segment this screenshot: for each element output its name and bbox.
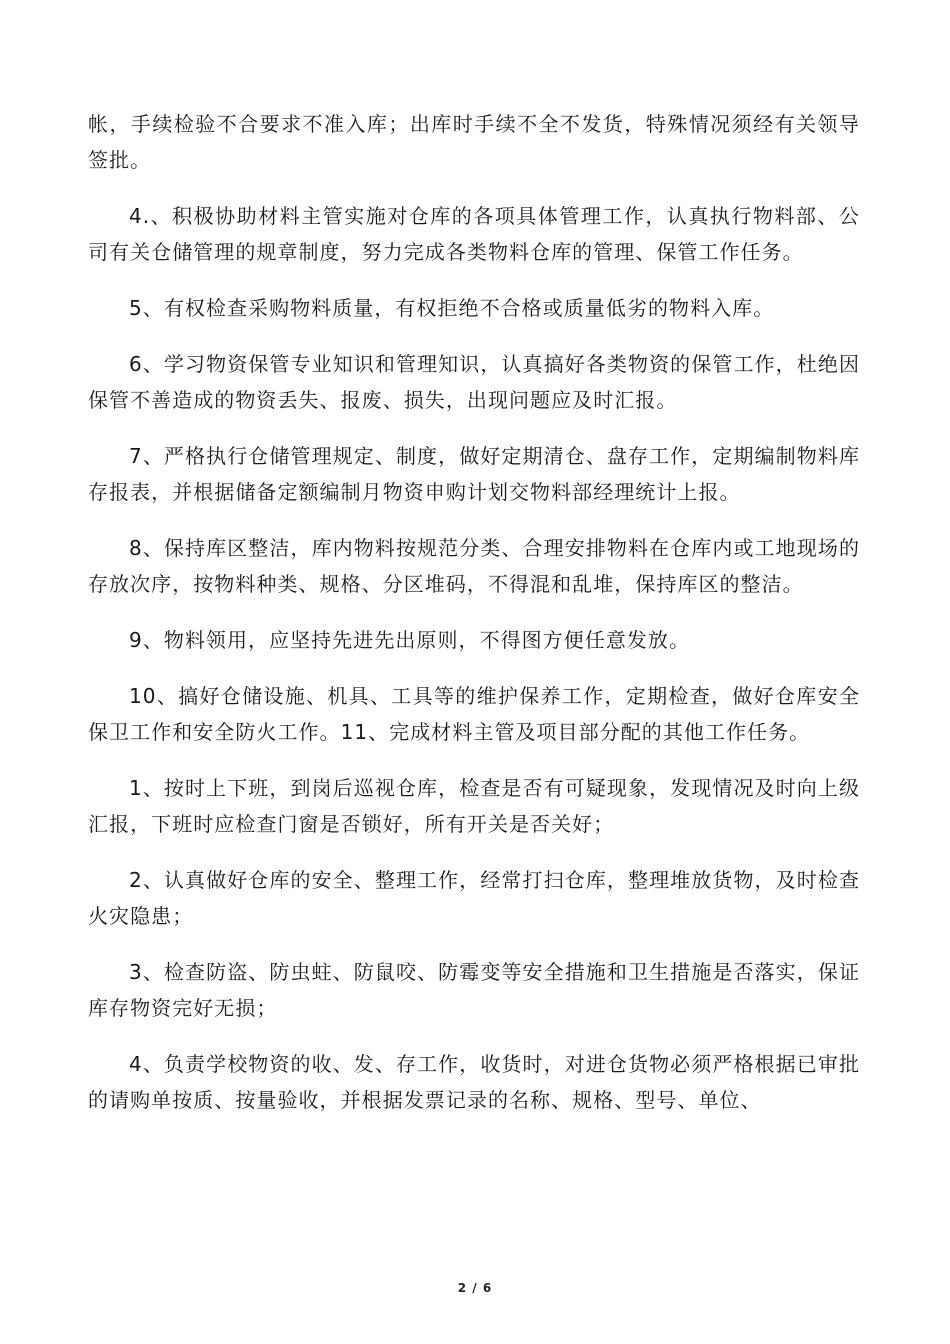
paragraph-list2-item-3: 3、检查防盗、防虫蛀、防鼠咬、防霉变等安全措施和卫生措施是否落实，保证库存物资完好无损； [88, 960, 860, 1020]
paragraph-list2-item-1: 1、按时上下班，到岗后巡视仓库，检查是否有可疑现象，发现情况及时向上级汇报，下班时应检查门窗是否锁好，所有开关是否关好； [88, 776, 860, 836]
page-number: 2 / 6 [457, 1281, 493, 1295]
paragraph-item-4-duties: 4.、积极协助材料主管实施对仓库的各项具体管理工作，认真执行物料部、公司有关仓储管理的规章制度，努力完成各类物料仓库的管理、保管工作任务。 [88, 204, 860, 264]
paragraph-item-8: 8、保持库区整洁，库内物料按规范分类、合理安排物料在仓库内或工地现场的存放次序，按物料种类、规格、分区堆码，不得混和乱堆，保持库区的整洁。 [88, 536, 860, 596]
paragraph-continuation: 帐，手续检验不合要求不准入库；出库时手续不全不发货，特殊情况须经有关领导签批。 [88, 112, 860, 172]
paragraph-item-9: 9、物料领用，应坚持先进先出原则，不得图方便任意发放。 [129, 628, 691, 652]
paragraph-item-7: 7、严格执行仓储管理规定、制度，做好定期清仓、盘存工作，定期编制物料库存报表，并根据储备定额编制月物资申购计划交物料部经理统计上报。 [88, 444, 860, 504]
document-body [88, 106, 860, 1138]
paragraph-item-5: 5、有权检查采购物料质量，有权拒绝不合格或质量低劣的物料入库。 [129, 296, 775, 320]
paragraph-list2-item-4: 4、负责学校物资的收、发、存工作，收货时，对进仓货物必须严格根据已审批的请购单按质、按量验收，并根据发票记录的名称、规格、型号、单位、 [88, 1052, 860, 1112]
paragraph-item-6: 6、学习物资保管专业知识和管理知识，认真搞好各类物资的保管工作，杜绝因保管不善造成的物资丢失、报废、损失，出现问题应及时汇报。 [88, 352, 860, 412]
paragraph-item-10-11: 10、搞好仓储设施、机具、工具等的维护保养工作，定期检查，做好仓库安全保卫工作和安全防火工作。11、完成材料主管及项目部分配的其他工作任务。 [88, 684, 860, 744]
paragraph-list2-item-2: 2、认真做好仓库的安全、整理工作，经常打扫仓库，整理堆放货物，及时检查火灾隐患； [88, 868, 860, 928]
